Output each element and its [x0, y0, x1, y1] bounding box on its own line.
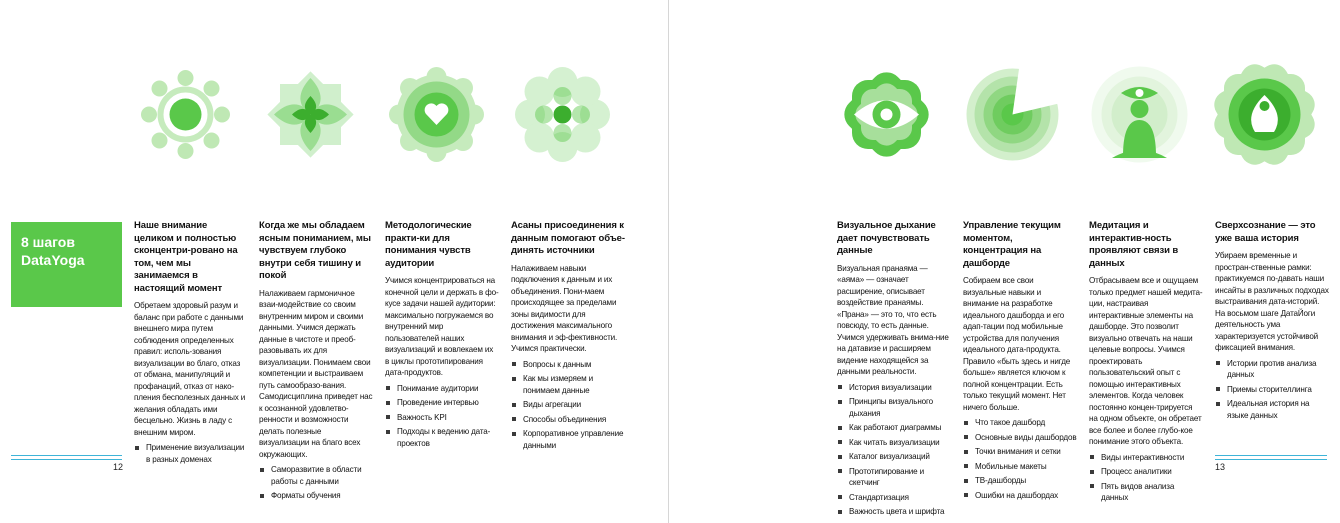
list-item: Идеальная история на языке данных	[1215, 398, 1329, 421]
step-8-body: Убираем временные и простран-ственные рамки: практикуемся по-давать наши инсайты в различных подходах выстраивания дата-историй. На восьмом шаге ДатаЙоги деятельность ума характеризуется устойчивой фиксацией внимания.	[1215, 251, 1329, 352]
step-2-body: Налаживаем гармоничное взаи-модействие со своим внутренним миром и своими данными. Учимся держать данные в чистоте и преоб-разовывать их для визуализации. Понимаем свои компетенции и выстраиваем путь самообразо-вания. Самодисциплина приведет нас к осознанной удовлетво-ренности и возможности делать полезные визуализации на благо всех окружающих.	[259, 288, 373, 459]
step-2-heading: Когда же мы обладаем ясным пониманием, мы чувствуем глубоко внутри себя тишину и покой	[259, 220, 371, 281]
list-item: Применение визуализации в разных доменах	[134, 442, 248, 465]
step-3-body: Учимся концентрироваться на конечной цели и держать в фо-кусе задачи нашей аудитории: максимально погружаемся во внутренний мир пользователей наших визуализаций и вовлекаем их в циклы прототипирования дата-продуктов.	[385, 276, 499, 377]
title-line-1: 8 шагов	[21, 234, 75, 250]
step-2-column	[259, 220, 373, 505]
step-7-heading: Медитация и интерактив-ность проявляют связи в данных	[1089, 220, 1179, 269]
footer-rule-bottom	[1215, 459, 1327, 460]
footer-rule-bottom	[11, 459, 122, 460]
step-3-column	[385, 220, 499, 452]
step-5-list	[837, 382, 951, 518]
list-item: Что такое дашборд	[963, 417, 1077, 429]
step-5-body: Визуальная пранаяма — «аяма» — означает расширение, описывает воздействие пранаямы. «Прана» — это то, что есть повсюду, то есть данные. Учимся удерживать внима-ние на датавизе и расширяем видение находящейся за данными реальности.	[837, 263, 949, 376]
list-item: Проведение интервью	[385, 397, 499, 409]
list-item: Способы объединения	[511, 414, 625, 426]
step-4-body: Налаживаем навыки подключения к данным и их объединения. Пони-маем происходящее за пределами зоны видимости для достижения максимального внимания и эф-фективности. Учимся практически.	[511, 263, 618, 353]
list-item: Каталог визуализаций	[837, 451, 951, 463]
list-item: Основные виды дашбордов	[963, 432, 1077, 444]
seated-figure-badge-icon	[1212, 62, 1317, 167]
step-4-list	[511, 359, 625, 452]
list-item: Корпоративное управление данными	[511, 428, 625, 451]
step-5-heading: Визуальное дыхание дает почувствовать данные	[837, 220, 936, 256]
title-box	[11, 222, 122, 307]
list-item: Принципы визуального дыхания	[837, 396, 951, 419]
list-item: История визуализации	[837, 382, 951, 394]
bubble-flower-icon	[510, 62, 615, 167]
list-item: Истории против анализа данных	[1215, 358, 1329, 381]
list-item: Вопросы к данным	[511, 359, 625, 371]
step-5-column	[837, 220, 951, 521]
step-7-list	[1089, 452, 1203, 504]
sun-flower-icon	[133, 62, 238, 167]
eye-badge-icon	[834, 62, 939, 167]
list-item: Виды агрегации	[511, 399, 625, 411]
step-6-column	[963, 220, 1077, 504]
list-item: ТВ-дашборды	[963, 475, 1077, 487]
list-item: Пять видов анализа данных	[1089, 481, 1203, 504]
left-page	[0, 0, 668, 523]
step-1-body: Обретаем здоровый разум и баланс при работе с данными внешнего мира путем соблюдения определенных правил: исполь-зования визуализации во благо, отказ от обмана, манипуляций и профанаций, отказ от нако-пления бесполезных данных и желания обладать ими бесцельно. Жизнь в ладу с внешним миром.	[134, 301, 246, 437]
list-item: Понимание аудитории	[385, 383, 499, 395]
heart-badge-icon	[384, 62, 489, 167]
list-item: Точки внимания и сетки	[963, 446, 1077, 458]
list-item: Процесс аналитики	[1089, 466, 1203, 478]
step-4-column	[511, 220, 625, 454]
footer-rule-top	[1215, 455, 1327, 456]
step-6-list	[963, 417, 1077, 501]
list-item: Виды интерактивности	[1089, 452, 1203, 464]
pacman-rings-icon	[960, 62, 1065, 167]
list-item: Приемы сторителлинга	[1215, 384, 1329, 396]
list-item: Мобильные макеты	[963, 461, 1077, 473]
lotus-leaves-icon	[258, 62, 363, 167]
step-2-list	[259, 464, 373, 502]
footer-rule-top	[11, 455, 122, 456]
list-item: Как мы измеряем и понимаем данные	[511, 373, 625, 396]
step-8-list	[1215, 358, 1329, 422]
page-number: 13	[1215, 462, 1226, 472]
list-item: Саморазвитие в области работы с данными	[259, 464, 373, 487]
step-4-heading: Асаны присоединения к данным помогают объе-динять источники	[511, 220, 625, 256]
right-page	[669, 0, 1340, 523]
step-3-heading: Методологические практи-ки для понимания чувств аудитории	[385, 220, 472, 269]
step-7-body: Отбрасываем все и ощущаем только предмет нашей медита-ции, настраивая интерактивные элементы на дашборде. Это позволит визуально отвечать на наши целевые вопросы. Учимся проектировать пользовательский опыт с помощью интерактивных элементов. Когда человек постоянно концен-трируется на одном объекте, он обретает все более и более глубо-кое понимание этого объекта.	[1089, 276, 1203, 446]
step-1-heading: Наше внимание целиком и полностью сконцентри-ровано на том, чем мы занимаемся в настоящий момент	[134, 220, 238, 294]
list-item: Прототипирование и скетчинг	[837, 466, 951, 489]
list-item: Подходы к ведению дата-проектов	[385, 426, 499, 449]
list-item: Ошибки на дашбордах	[963, 490, 1077, 502]
title-line-2: DataYoga	[21, 252, 85, 268]
step-8-heading: Сверхсознание — это уже ваша история	[1215, 220, 1316, 244]
list-item: Стандартизация	[837, 492, 951, 504]
list-item: Форматы обучения	[259, 490, 373, 502]
step-6-heading: Управление текущим моментом, концентрация на дашборде	[963, 220, 1061, 269]
step-3-list	[385, 383, 499, 450]
meditation-figure-icon	[1087, 62, 1192, 167]
page-number: 12	[113, 462, 124, 472]
list-item: Важность цвета и шрифта	[837, 506, 951, 518]
step-7-column	[1089, 220, 1203, 507]
step-6-body: Собираем все свои визуальные навыки и внимание на разработке идеального дашборда и его адап-тации под мобильные устройства для получения идеального дата-продукта. Правило «быть здесь и нигде больше» является ключом к полной концентрации. Есть только текущий момент. Нет ничего больше.	[963, 276, 1071, 412]
list-item: Как работают диаграммы	[837, 422, 951, 434]
step-8-column	[1215, 220, 1329, 424]
list-item: Важность KPI	[385, 412, 499, 424]
list-item: Как читать визуализации	[837, 437, 951, 449]
step-1-list	[134, 442, 248, 465]
step-1-column	[134, 220, 248, 468]
